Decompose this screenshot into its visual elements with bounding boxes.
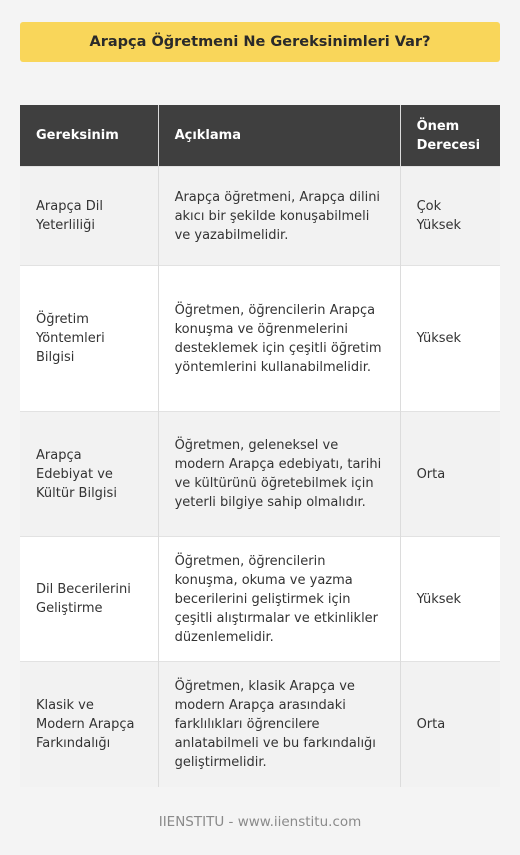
importance-cell: Yüksek <box>400 266 500 412</box>
table-row <box>20 167 500 266</box>
requirement-cell: Dil Becerilerini Geliştirme <box>20 537 158 662</box>
description-cell: Öğretmen, klasik Arapça ve modern Arapça arasındaki farklılıkları öğrencilere anlatabilmeli ve bu farkındalığı geliştirmelidir. <box>158 662 400 787</box>
importance-cell: Orta <box>400 662 500 787</box>
page-title: Arapça Öğretmeni Ne Gereksinimleri Var? <box>20 22 500 62</box>
requirement-cell: Öğretim Yöntemleri Bilgisi <box>20 266 158 412</box>
column-header-importance: Önem Derecesi <box>400 105 500 167</box>
importance-cell: Çok Yüksek <box>400 167 500 266</box>
column-header-description: Açıklama <box>158 105 400 167</box>
table-header-row <box>20 105 500 167</box>
requirements-table <box>20 105 500 787</box>
description-cell: Öğretmen, geleneksel ve modern Arapça edebiyatı, tarihi ve kültürünü öğretebilmek için yeterli bilgiye sahip olmalıdır. <box>158 412 400 537</box>
requirement-cell: Arapça Edebiyat ve Kültür Bilgisi <box>20 412 158 537</box>
table-row <box>20 662 500 787</box>
description-cell: Arapça öğretmeni, Arapça dilini akıcı bir şekilde konuşabilmeli ve yazabilmelidir. <box>158 167 400 266</box>
footer-source: IIENSTITU - www.iienstitu.com <box>158 814 362 830</box>
description-cell: Öğretmen, öğrencilerin konuşma, okuma ve yazma becerilerini geliştirmek için çeşitli alıştırmalar ve etkinlikler düzenlemelidir. <box>158 537 400 662</box>
description-cell: Öğretmen, öğrencilerin Arapça konuşma ve öğrenmelerini desteklemek için çeşitli öğretim yöntemlerini kullanabilmelidir. <box>158 266 400 412</box>
table-row <box>20 266 500 412</box>
importance-cell: Orta <box>400 412 500 537</box>
column-header-requirement: Gereksinim <box>20 105 158 167</box>
table-row <box>20 412 500 537</box>
requirement-cell: Klasik ve Modern Arapça Farkındalığı <box>20 662 158 787</box>
table-row <box>20 537 500 662</box>
requirement-cell: Arapça Dil Yeterliliği <box>20 167 158 266</box>
importance-cell: Yüksek <box>400 537 500 662</box>
